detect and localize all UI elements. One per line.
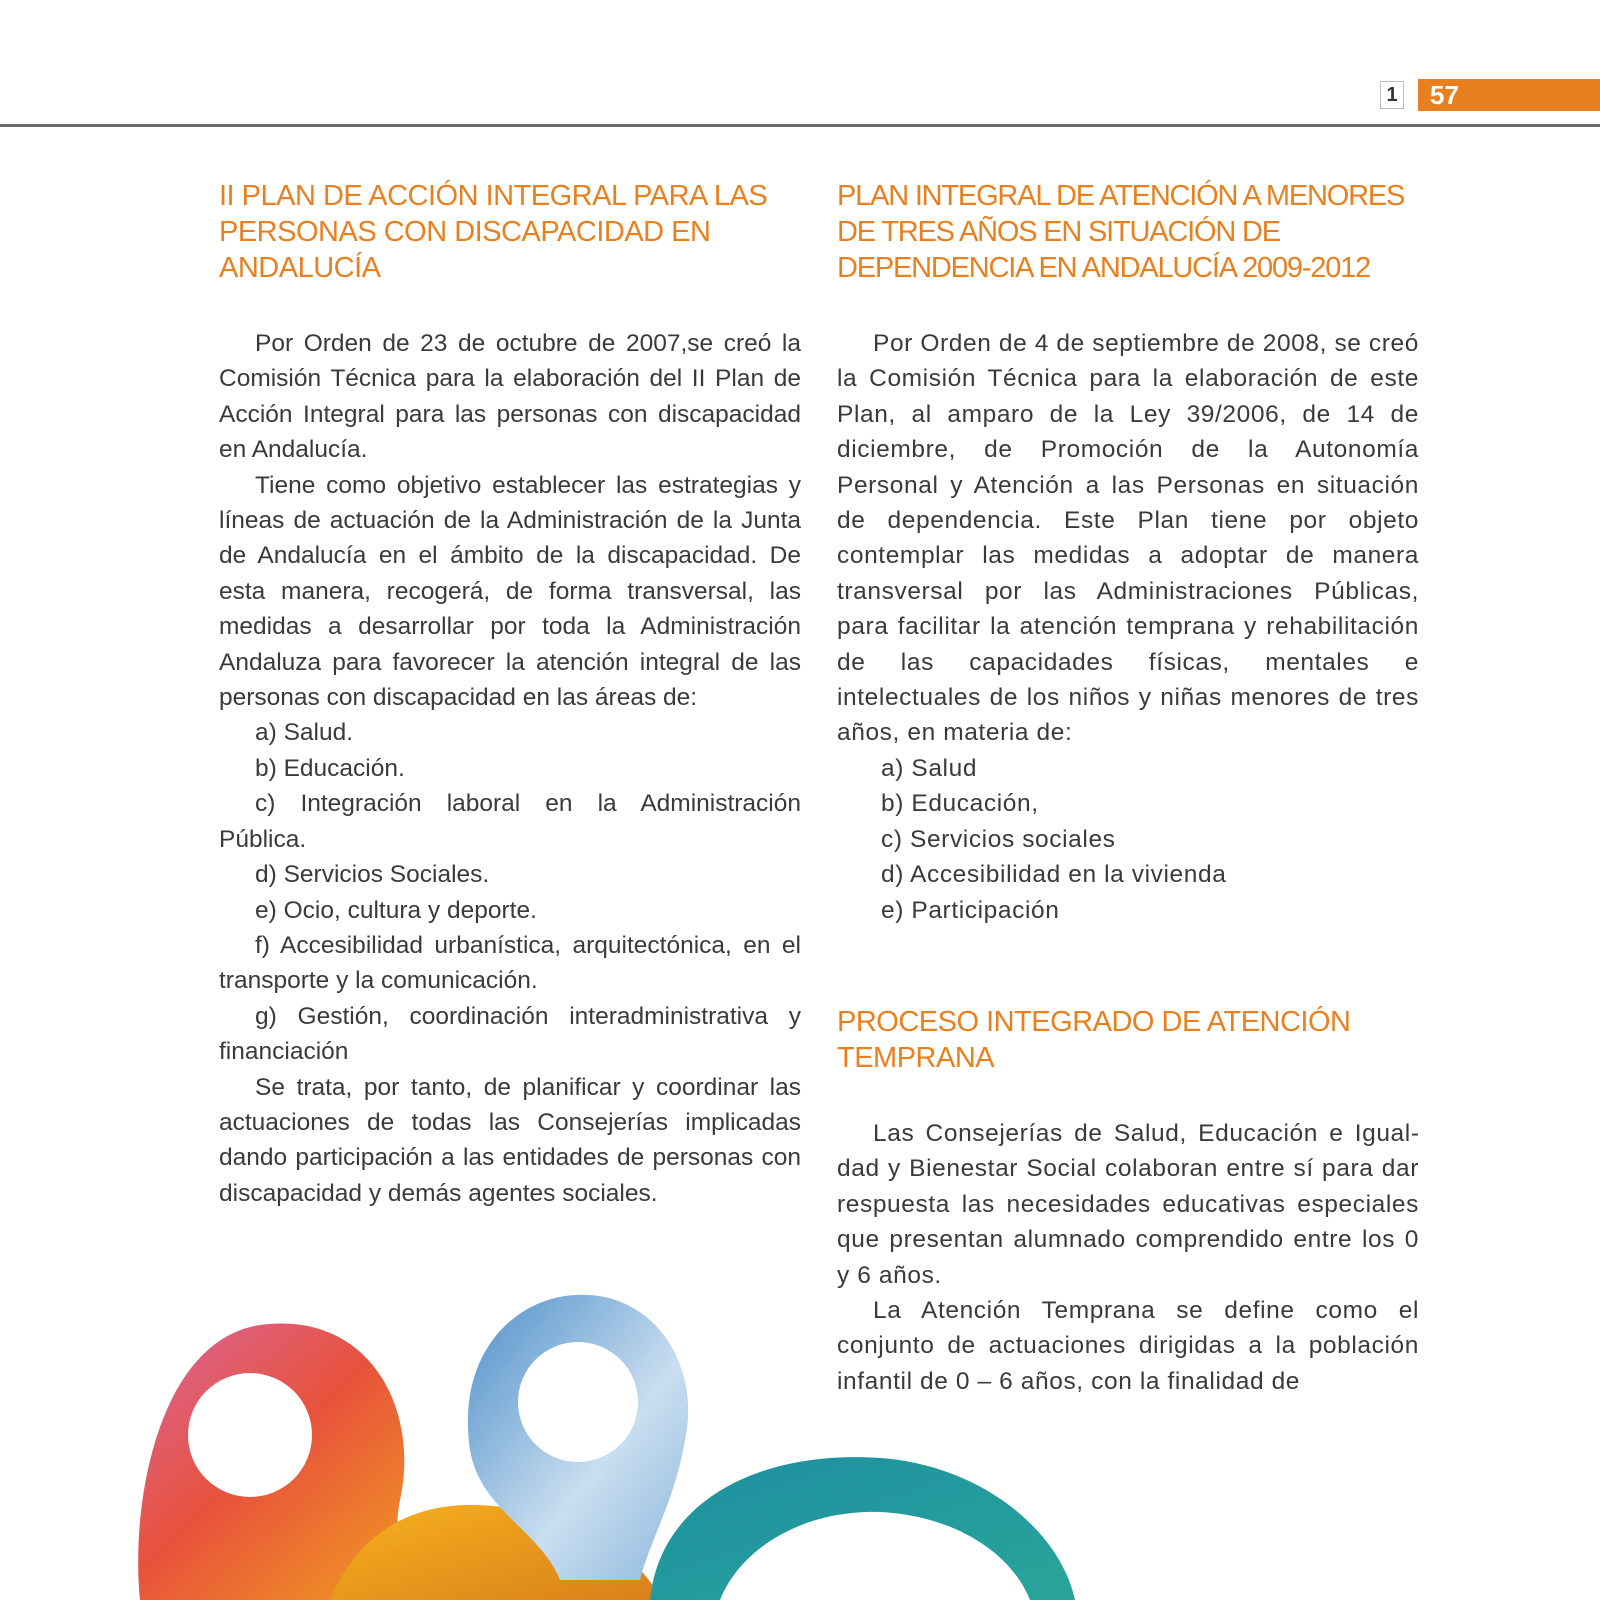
list-item: f) Accesibilidad urbanística, arquitectónica, en el transporte y la comunicación. bbox=[219, 931, 801, 995]
list-item: d) Servicios Sociales. bbox=[255, 861, 490, 889]
left-column bbox=[219, 178, 801, 1211]
section2-paragraph-2: La Atención Temprana se define como el conjunto de actuaciones dirigidas a la población infantil de 0 – 6 años, con la finalidad de bbox=[837, 1296, 1419, 1395]
page-number: 57 bbox=[1418, 79, 1600, 111]
list-item: e) Ocio, cultura y deporte. bbox=[255, 896, 537, 924]
list-item: c) Servicios sociales bbox=[881, 825, 1116, 853]
list-item: b) Educación, bbox=[881, 790, 1039, 818]
left-closing-paragraph: Se trata, por tanto, de planificar y coordinar las actuaciones de todas las Consejerías implicadas dando participación a las entidades de personas con discapacidad y demás agentes sociales. bbox=[219, 1073, 801, 1207]
right-section-title: PLAN INTEGRAL DE ATENCIÓN A MENORES DE TRES AÑOS EN SITUACIÓN DE DEPENDENCIA EN ANDALUCÍA 2009-2012 bbox=[837, 180, 1405, 284]
right-intro-paragraph: Por Orden de 4 de septiembre de 2008, se creó la Comisión Técnica para la elaboración de este Plan, al amparo de la Ley 39/2006, de 14 de diciembre, de Promoción de la Autonomía Personal y Atención a las Personas en situación de dependencia. Este Plan tiene por objeto contemplar las medidas a adoptar de manera transversal por las Administraciones Públicas, para facilitar la atención temprana y rehabilitación de las capacidades físicas, mentales e intelectuales de los niños y niñas menores de tres años, en materia de: bbox=[837, 330, 1419, 747]
sky-ring-hole bbox=[518, 1342, 638, 1462]
decorative-rings-graphic bbox=[0, 1280, 1100, 1600]
section2-title: PROCESO INTEGRADO DE ATENCIÓN TEMPRANA bbox=[837, 1005, 1351, 1074]
right-column bbox=[837, 178, 1419, 1399]
list-item: e) Participación bbox=[881, 896, 1060, 924]
list-item: c) Integración laboral en la Administración Pública. bbox=[219, 790, 801, 853]
left-intro-paragraph: Por Orden de 23 de octubre de 2007,se creó la Comisión Técnica para la elaboración del II Plan de Acción Integral para las personas con discapacidad en Andalucía. bbox=[219, 330, 801, 464]
warm-ring-hole bbox=[188, 1373, 312, 1497]
left-section-title: II PLAN DE ACCIÓN INTEGRAL PARA LAS PERSONAS CON DISCAPACIDAD EN ANDALUCÍA bbox=[219, 180, 768, 284]
sea-ring-shape bbox=[650, 1457, 1075, 1600]
list-item: b) Educación. bbox=[255, 754, 405, 782]
header-rule bbox=[0, 124, 1600, 127]
list-item: a) Salud. bbox=[255, 719, 354, 747]
list-item: g) Gestión, coordinación interadministrativa y financiación bbox=[219, 1002, 801, 1066]
chapter-marker: 1 bbox=[1380, 81, 1404, 109]
list-item: a) Salud bbox=[881, 754, 978, 782]
section2-paragraph-1: Las Consejerías de Salud, Educación e Igualdad y Bienestar Social colaboran entre sí para dar respuesta las necesidades educativas especiales que presentan alumnado comprendido entre los 0 y 6 años. bbox=[837, 1119, 1419, 1289]
left-objective-paragraph: Tiene como objetivo establecer las estrategias y líneas de actuación de la Administración de la Junta de Andalucía en el ámbito de la discapacidad. De esta manera, recogerá, de forma transversal, las medidas a desarrollar por toda la Administración Andaluza para favorecer la atención integral de las personas con discapacidad en las áreas de: bbox=[219, 471, 801, 712]
list-item: d) Accesibilidad en la vivienda bbox=[881, 861, 1227, 889]
